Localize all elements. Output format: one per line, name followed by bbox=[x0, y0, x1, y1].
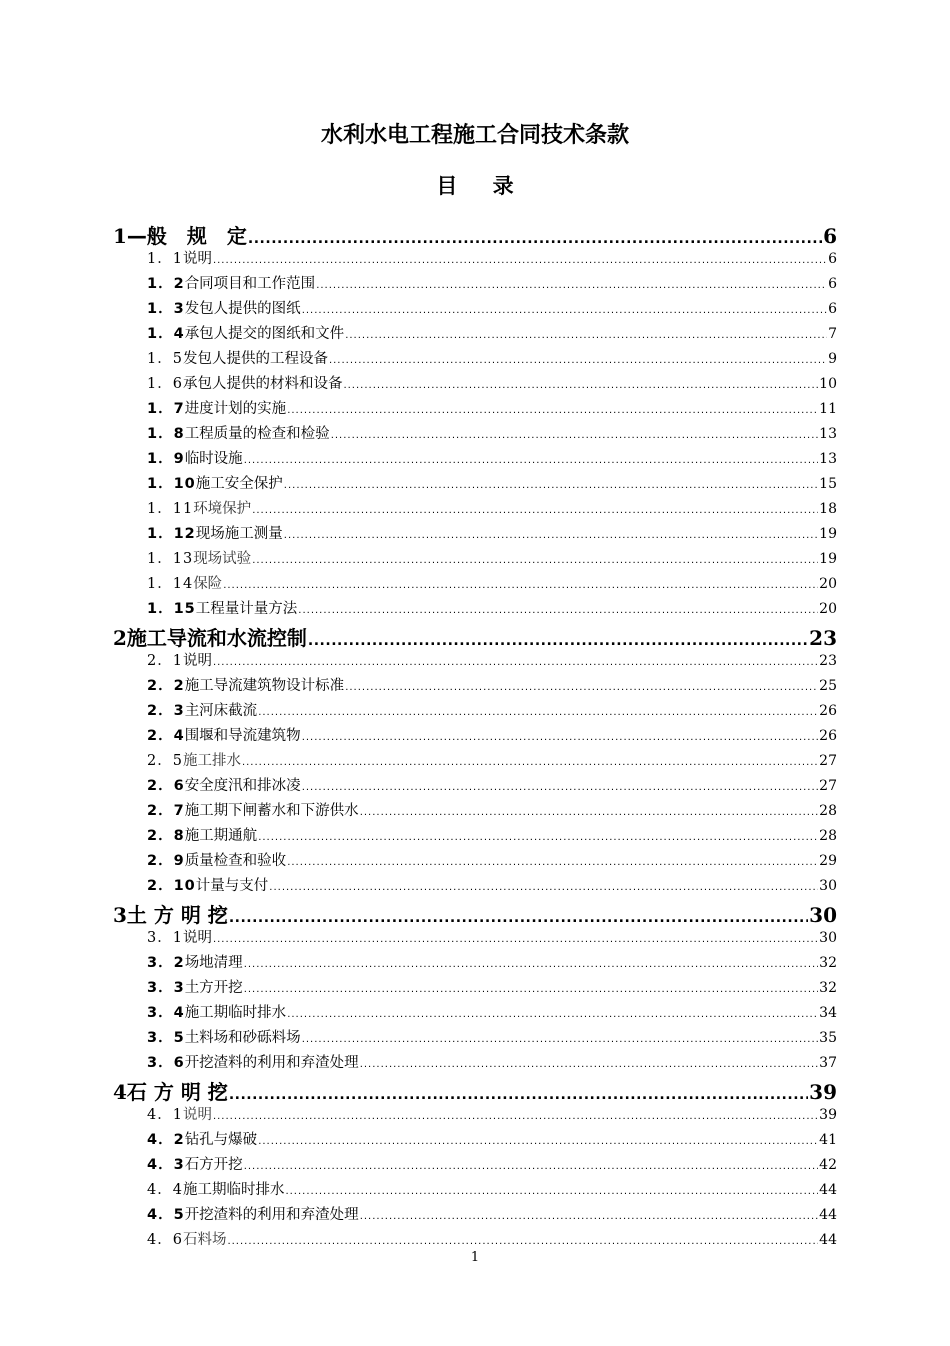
dot-leader bbox=[284, 530, 818, 541]
chapter-page: 30 bbox=[809, 903, 837, 926]
section-number: 1．2 bbox=[147, 276, 185, 292]
dot-leader bbox=[244, 455, 818, 466]
dot-leader bbox=[360, 807, 818, 818]
section-page: 15 bbox=[819, 476, 837, 492]
toc-entry[interactable] bbox=[113, 1026, 837, 1051]
dot-leader bbox=[287, 1009, 818, 1020]
section-title: 现场试验 bbox=[193, 551, 252, 567]
section-page: 11 bbox=[819, 401, 837, 417]
section-title: 场地清理 bbox=[184, 955, 243, 971]
section-page: 32 bbox=[819, 955, 837, 971]
toc-entry[interactable] bbox=[113, 347, 837, 372]
dot-leader bbox=[229, 1087, 808, 1103]
section-title: 承包人提供的材料和设备 bbox=[182, 376, 343, 392]
section-page: 25 bbox=[819, 678, 837, 694]
dot-leader bbox=[258, 832, 818, 843]
section-title: 施工排水 bbox=[182, 753, 241, 769]
toc-entry[interactable] bbox=[113, 522, 837, 547]
section-title: 土方开挖 bbox=[184, 980, 243, 996]
section-page: 27 bbox=[819, 753, 837, 769]
section-page: 44 bbox=[819, 1232, 837, 1248]
section-number: 1．12 bbox=[147, 526, 196, 542]
section-title: 发包人提供的工程设备 bbox=[182, 351, 328, 367]
toc-entry[interactable] bbox=[113, 472, 837, 497]
page-number: 1 bbox=[470, 1250, 480, 1265]
toc-entry[interactable] bbox=[113, 926, 837, 951]
toc-entry[interactable] bbox=[113, 1128, 837, 1153]
section-title: 主河床截流 bbox=[184, 703, 258, 719]
dot-leader bbox=[302, 782, 818, 793]
section-number: 1．13 bbox=[147, 551, 194, 567]
toc-entry[interactable] bbox=[113, 497, 837, 522]
toc-entry[interactable] bbox=[113, 799, 837, 824]
section-number: 2．10 bbox=[147, 878, 196, 894]
section-title: 说明 bbox=[182, 930, 212, 946]
dot-leader bbox=[244, 984, 818, 995]
chapter-number: 1 bbox=[113, 224, 127, 247]
section-title: 说明 bbox=[182, 251, 212, 267]
toc-entry[interactable] bbox=[113, 774, 837, 799]
section-title: 钻孔与爆破 bbox=[184, 1132, 258, 1148]
dot-leader bbox=[308, 633, 808, 649]
section-number: 1．1 bbox=[147, 251, 183, 267]
section-number: 4．5 bbox=[147, 1207, 185, 1223]
toc-entry[interactable] bbox=[113, 1051, 837, 1076]
dot-leader bbox=[227, 1236, 818, 1247]
section-title: 保险 bbox=[193, 576, 223, 592]
section-number: 4．3 bbox=[147, 1157, 185, 1173]
section-page: 28 bbox=[819, 803, 837, 819]
section-title: 质量检查和验收 bbox=[184, 853, 287, 869]
dot-leader bbox=[244, 1161, 818, 1172]
section-title: 土料场和砂砾料场 bbox=[184, 1030, 301, 1046]
toc-entry[interactable] bbox=[113, 1103, 837, 1128]
chapter-number: 4 bbox=[113, 1080, 127, 1103]
section-page: 9 bbox=[828, 351, 837, 367]
dot-leader bbox=[360, 1211, 818, 1222]
chapter-title: 施工导流和水流控制 bbox=[126, 626, 307, 649]
dot-leader bbox=[252, 505, 818, 516]
dot-leader bbox=[213, 255, 827, 266]
section-page: 7 bbox=[828, 326, 837, 342]
dot-leader bbox=[223, 580, 818, 591]
section-page: 30 bbox=[819, 878, 837, 894]
section-page: 41 bbox=[819, 1132, 837, 1148]
toc-chapter-3[interactable] bbox=[113, 899, 837, 926]
chapter-page: 23 bbox=[809, 626, 837, 649]
dot-leader bbox=[252, 555, 818, 566]
section-title: 围堰和导流建筑物 bbox=[184, 728, 301, 744]
chapter-page: 39 bbox=[809, 1080, 837, 1103]
dot-leader bbox=[213, 1111, 818, 1122]
section-number: 3．2 bbox=[147, 955, 185, 971]
section-number: 1．15 bbox=[147, 601, 196, 617]
chapter-number: 3 bbox=[113, 903, 127, 926]
toc-entry[interactable] bbox=[113, 1001, 837, 1026]
dot-leader bbox=[258, 707, 818, 718]
section-number: 2．8 bbox=[147, 828, 185, 844]
dot-leader bbox=[343, 380, 818, 391]
dot-leader bbox=[285, 1186, 818, 1197]
toc-entry[interactable] bbox=[113, 397, 837, 422]
dot-leader bbox=[302, 305, 827, 316]
section-number: 3．3 bbox=[147, 980, 185, 996]
section-number: 4．2 bbox=[147, 1132, 185, 1148]
section-number: 3．6 bbox=[147, 1055, 185, 1071]
section-title: 工程量计量方法 bbox=[195, 601, 298, 617]
toc-entry[interactable] bbox=[113, 297, 837, 322]
section-page: 34 bbox=[819, 1005, 837, 1021]
section-number: 2．7 bbox=[147, 803, 185, 819]
section-page: 18 bbox=[819, 501, 837, 517]
section-title: 施工期通航 bbox=[184, 828, 258, 844]
chapter-page: 6 bbox=[823, 224, 837, 247]
dot-leader bbox=[360, 1059, 818, 1070]
toc-entry[interactable] bbox=[113, 874, 837, 899]
dot-leader bbox=[258, 1136, 818, 1147]
section-number: 1．9 bbox=[147, 451, 185, 467]
toc-chapter-1[interactable] bbox=[113, 220, 837, 247]
dot-leader bbox=[287, 857, 818, 868]
dot-leader bbox=[229, 910, 808, 926]
section-page: 29 bbox=[819, 853, 837, 869]
toc-entry[interactable] bbox=[113, 849, 837, 874]
section-page: 20 bbox=[819, 576, 837, 592]
section-page: 10 bbox=[819, 376, 837, 392]
toc-entry[interactable] bbox=[113, 247, 837, 272]
toc-entry[interactable] bbox=[113, 372, 837, 397]
section-title: 承包人提交的图纸和文件 bbox=[184, 326, 345, 342]
section-title: 安全度汛和排冰凌 bbox=[184, 778, 301, 794]
section-number: 2．2 bbox=[147, 678, 185, 694]
section-page: 19 bbox=[819, 551, 837, 567]
section-page: 26 bbox=[819, 703, 837, 719]
dot-leader bbox=[345, 682, 818, 693]
toc-entry[interactable] bbox=[113, 749, 837, 774]
section-title: 开挖渣料的利用和弃渣处理 bbox=[184, 1207, 359, 1223]
dot-leader bbox=[213, 657, 818, 668]
chapter-title: 石 方 明 挖 bbox=[126, 1080, 228, 1103]
section-title: 施工安全保护 bbox=[195, 476, 283, 492]
dot-leader bbox=[248, 231, 822, 247]
toc-entry[interactable] bbox=[113, 674, 837, 699]
section-title: 发包人提供的图纸 bbox=[184, 301, 301, 317]
section-page: 23 bbox=[819, 653, 837, 669]
toc-entry[interactable] bbox=[113, 1178, 837, 1203]
section-title: 施工期临时排水 bbox=[182, 1182, 285, 1198]
section-title: 施工导流建筑物设计标准 bbox=[184, 678, 345, 694]
toc-entry[interactable] bbox=[113, 322, 837, 347]
section-number: 1．6 bbox=[147, 376, 183, 392]
chapter-number: 2 bbox=[113, 626, 127, 649]
section-title: 合同项目和工作范围 bbox=[184, 276, 316, 292]
toc-chapter-4[interactable] bbox=[113, 1076, 837, 1103]
toc-entry[interactable] bbox=[113, 597, 837, 622]
section-number: 4．4 bbox=[147, 1182, 183, 1198]
toc-chapter-2[interactable] bbox=[113, 622, 837, 649]
dot-leader bbox=[345, 330, 827, 341]
dot-leader bbox=[213, 934, 818, 945]
section-number: 4．6 bbox=[147, 1232, 183, 1248]
section-number: 1．11 bbox=[147, 501, 194, 517]
section-page: 6 bbox=[828, 251, 837, 267]
section-title: 环境保护 bbox=[193, 501, 252, 517]
section-page: 32 bbox=[819, 980, 837, 996]
section-number: 1．7 bbox=[147, 401, 185, 417]
toc-entry[interactable] bbox=[113, 1153, 837, 1178]
dot-leader bbox=[269, 882, 818, 893]
section-title: 说明 bbox=[182, 1107, 212, 1123]
section-number: 2．9 bbox=[147, 853, 185, 869]
section-page: 6 bbox=[828, 276, 837, 292]
toc-entry[interactable] bbox=[113, 976, 837, 1001]
section-title: 临时设施 bbox=[184, 451, 243, 467]
section-title: 石方开挖 bbox=[184, 1157, 243, 1173]
section-number: 2．1 bbox=[147, 653, 183, 669]
dot-leader bbox=[284, 480, 818, 491]
section-page: 44 bbox=[819, 1182, 837, 1198]
section-number: 1．3 bbox=[147, 301, 185, 317]
section-title: 现场施工测量 bbox=[195, 526, 283, 542]
section-number: 1．14 bbox=[147, 576, 194, 592]
section-page: 28 bbox=[819, 828, 837, 844]
section-title: 计量与支付 bbox=[195, 878, 269, 894]
section-page: 30 bbox=[819, 930, 837, 946]
dot-leader bbox=[298, 605, 818, 616]
section-number: 1．5 bbox=[147, 351, 183, 367]
dot-leader bbox=[302, 1034, 818, 1045]
toc-entry[interactable] bbox=[113, 649, 837, 674]
section-page: 6 bbox=[828, 301, 837, 317]
section-page: 20 bbox=[819, 601, 837, 617]
toc-entry[interactable] bbox=[113, 272, 837, 297]
dot-leader bbox=[287, 405, 818, 416]
toc-entry[interactable] bbox=[113, 572, 837, 597]
dot-leader bbox=[242, 757, 818, 768]
section-number: 2．6 bbox=[147, 778, 185, 794]
section-title: 施工期临时排水 bbox=[184, 1005, 287, 1021]
section-page: 13 bbox=[819, 426, 837, 442]
section-number: 1．8 bbox=[147, 426, 185, 442]
section-page: 27 bbox=[819, 778, 837, 794]
section-page: 39 bbox=[819, 1107, 837, 1123]
toc-entry[interactable] bbox=[113, 724, 837, 749]
section-page: 35 bbox=[819, 1030, 837, 1046]
dot-leader bbox=[316, 280, 827, 291]
chapter-title: —般 规 定 bbox=[126, 224, 247, 247]
toc-heading: 目 录 bbox=[436, 174, 528, 198]
toc-entry[interactable] bbox=[113, 824, 837, 849]
section-number: 4．1 bbox=[147, 1107, 183, 1123]
section-number: 1．4 bbox=[147, 326, 185, 342]
section-page: 37 bbox=[819, 1055, 837, 1071]
section-page: 19 bbox=[819, 526, 837, 542]
toc-entry[interactable] bbox=[113, 422, 837, 447]
section-page: 44 bbox=[819, 1207, 837, 1223]
section-title: 石料场 bbox=[182, 1232, 227, 1248]
section-title: 工程质量的检查和检验 bbox=[184, 426, 330, 442]
toc-entry[interactable] bbox=[113, 1203, 837, 1228]
section-title: 说明 bbox=[182, 653, 212, 669]
dot-leader bbox=[244, 959, 818, 970]
section-number: 2．5 bbox=[147, 753, 183, 769]
section-number: 3．5 bbox=[147, 1030, 185, 1046]
chapter-title: 土 方 明 挖 bbox=[126, 903, 228, 926]
section-title: 施工期下闸蓄水和下游供水 bbox=[184, 803, 359, 819]
toc-entry[interactable] bbox=[113, 951, 837, 976]
section-number: 2．3 bbox=[147, 703, 185, 719]
section-page: 42 bbox=[819, 1157, 837, 1173]
section-title: 开挖渣料的利用和弃渣处理 bbox=[184, 1055, 359, 1071]
toc-entry[interactable] bbox=[113, 547, 837, 572]
section-title: 进度计划的实施 bbox=[184, 401, 287, 417]
table-of-contents bbox=[113, 220, 837, 1253]
toc-entry[interactable] bbox=[113, 447, 837, 472]
section-number: 3．4 bbox=[147, 1005, 185, 1021]
document-title: 水利水电工程施工合同技术条款 bbox=[320, 123, 629, 148]
toc-entry[interactable] bbox=[113, 699, 837, 724]
section-number: 1．10 bbox=[147, 476, 196, 492]
section-number: 2．4 bbox=[147, 728, 185, 744]
section-number: 3．1 bbox=[147, 930, 183, 946]
dot-leader bbox=[302, 732, 818, 743]
section-page: 13 bbox=[819, 451, 837, 467]
dot-leader bbox=[329, 355, 827, 366]
dot-leader bbox=[331, 430, 818, 441]
section-page: 26 bbox=[819, 728, 837, 744]
